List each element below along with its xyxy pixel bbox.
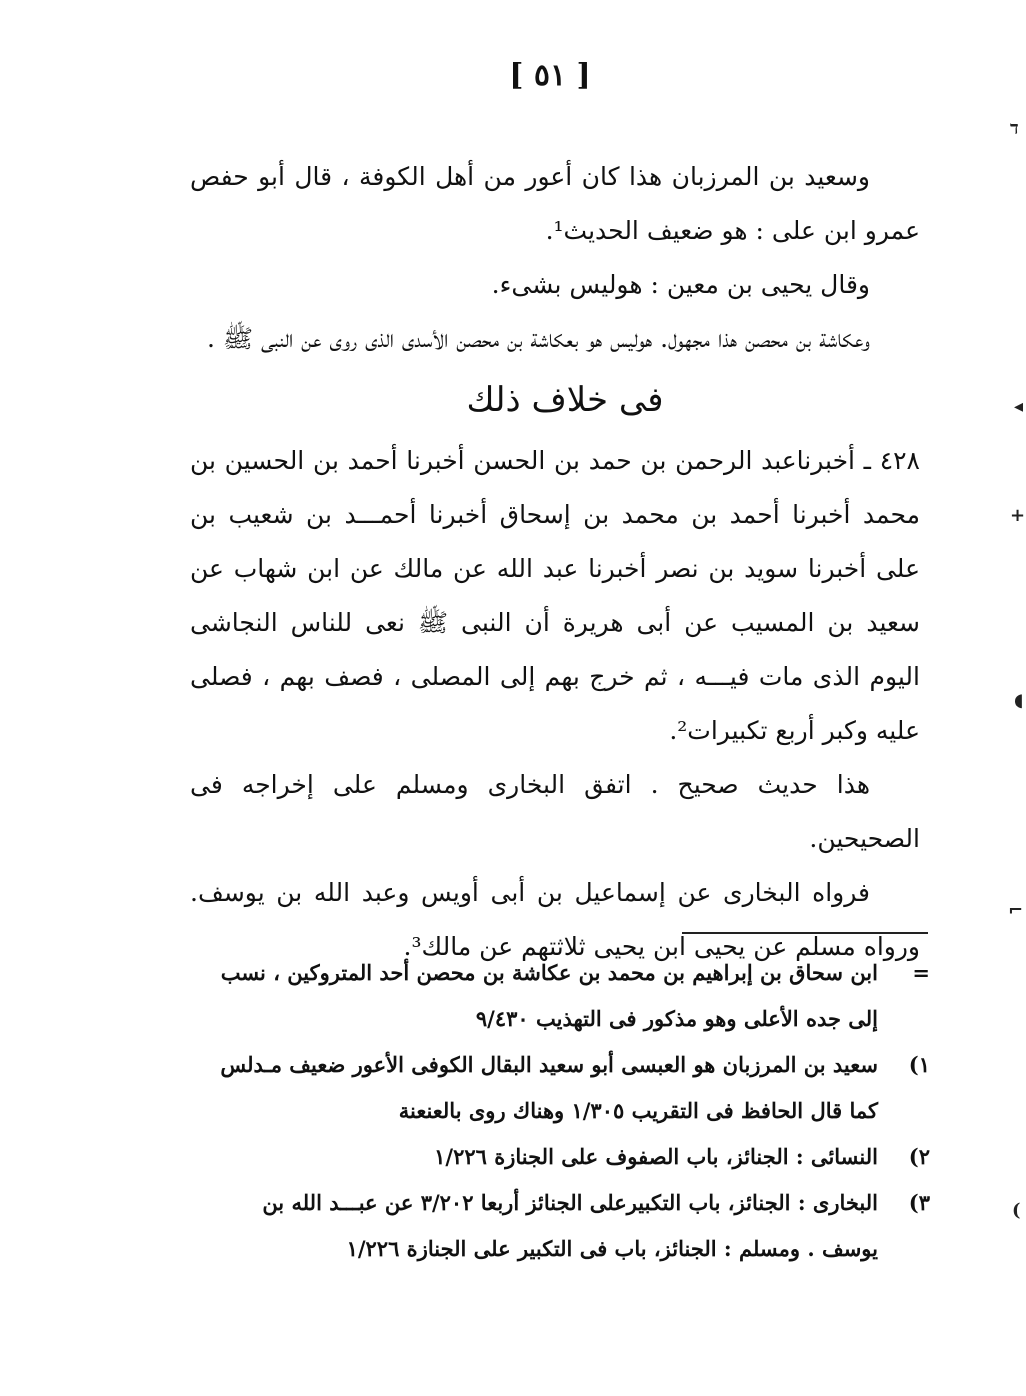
paragraph: هذا حديث صحيح . اتفق البخارى ومسلم على إخراجه فى الصحيحين.: [190, 770, 920, 853]
footnote-text: ابن سحاق بن إبراهيم بن محمد بن عكاشة بن محصن أحد المتروكين ، نسب إلى جده الأعلى وهو مذكور فى التهذيب ٩/٤٣٠: [220, 960, 878, 1031]
paragraph: وسعيد بن المرزبان هذا كان أعور من أهل الكوفة ، قال أبو حفص عمرو ابن على : هو ضعيف الحديث¹.: [190, 162, 920, 245]
footnote-item: [200, 950, 930, 1042]
footnote-marker: ٢): [908, 1144, 930, 1169]
paragraph: وقال يحيى بن معين : هوليس بشىء.: [491, 270, 870, 299]
footnote-marker: ٣): [908, 1190, 930, 1215]
footnote-text: سعيد بن المرزبان هو العبسى أبو سعيد البقال الكوفى الأعور ضعيف مـدلس كما قال الحافظ فى التقريب ١/٣٠٥ وهناك روى بالعنعنة: [220, 1052, 878, 1123]
footnote-item: [200, 1042, 930, 1134]
scan-margin-mark: ד: [1010, 118, 1019, 139]
paragraph: فرواه البخارى عن إسماعيل بن أبى أويس وعبد الله بن يوسف. ورواه مسلم عن يحيى ابن يحيى ثلاثتهم عن مالك³.: [190, 878, 920, 961]
scan-margin-mark: ◖: [1014, 690, 1024, 711]
scan-margin-mark: (: [1012, 1200, 1021, 1221]
scan-margin-mark: ⌐: [1008, 900, 1024, 921]
footnote-divider: [682, 932, 928, 934]
footnote-item: [200, 1134, 930, 1180]
section-heading: فى خلاف ذلك: [466, 380, 664, 420]
footnote-text: النسائى : الجنائز، باب الصفوف على الجنازة ١/٢٢٦: [434, 1144, 878, 1169]
paragraph: وعكاشة بن محصن هذا مجهول. هوليس هو بعكاشة بن محصن الأسدى الذى روى عن النبى ﷺ .: [206, 324, 870, 353]
footnote-item: [200, 1180, 930, 1272]
main-text: [190, 150, 920, 974]
footnote-marker: =: [912, 960, 930, 985]
footnote-marker: ١): [908, 1052, 930, 1077]
footnotes: [200, 950, 930, 1272]
footnote-text: البخارى : الجنائز، باب التكبيرعلى الجنائز أربعا ٣/٢٠٢ عن عبـــد الله بن يوسف . ومسلم : الجنائز، باب فى التكبير على الجنازة ١/٢٢٦: [262, 1190, 878, 1261]
scan-margin-mark: ◂: [1014, 396, 1024, 417]
page-number: [ ٥١ ]: [509, 58, 591, 93]
hadith-paragraph: ٤٢٨ ـ أخبرناعبد الرحمن بن حمد بن الحسن أخبرنا أحمد بن الحسين بن محمد أخبرنا أحمد بن محمد بن إسحاق أخبرنا أحمـــد بن شعيب بن على أخبرنا سويد بن نصر أخبرنا عبد الله عن مالك عن ابن شهاب عن سعيد بن المسيب عن أبى هريرة أن النبى ﷺ نعى للناس النجاشى اليوم الذى مات فيـــه ، ثم خرج بهم إلى المصلى ، فصف بهم ، فصلى عليه وكبر أربع تكبيرات².: [190, 446, 920, 745]
scan-margin-mark: +: [1010, 505, 1026, 526]
